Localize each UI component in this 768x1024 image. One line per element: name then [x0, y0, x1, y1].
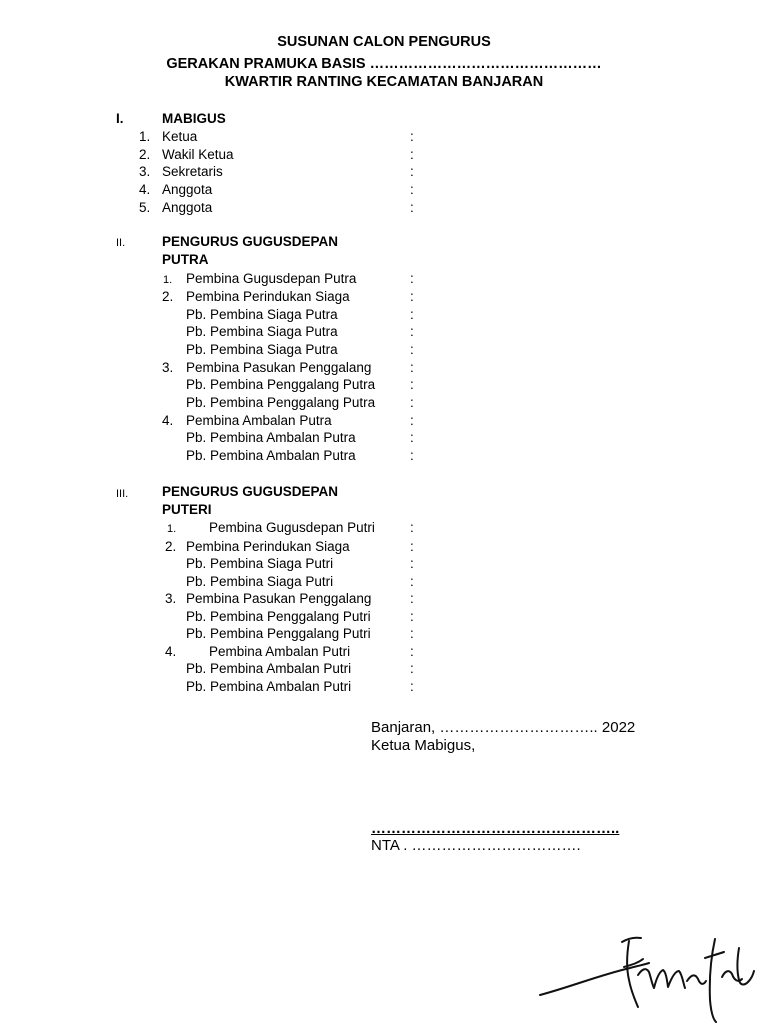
item-label: Pb. Pembina Ambalan Putra [186, 448, 356, 463]
item-label: Pembina Gugusdepan Putri [209, 520, 375, 535]
section-heading-puteri-line2: PUTERI [162, 502, 212, 517]
colon: : [410, 591, 414, 606]
colon: : [410, 342, 414, 357]
colon: : [410, 556, 414, 571]
item-label: Wakil Ketua [162, 147, 234, 162]
section-heading-putra-line1: PENGURUS GUGUSDEPAN [162, 234, 339, 249]
section-heading-mabigus: MABIGUS [162, 111, 226, 126]
colon: : [410, 360, 414, 375]
item-label: Pb. Pembina Penggalang Putra [186, 377, 376, 392]
doc-title-line1: SUSUNAN CALON PENGURUS [277, 34, 491, 50]
item-number: 1. [167, 523, 177, 535]
handwritten-signature [525, 925, 768, 1024]
item-label: Pembina Pasukan Penggalang [186, 591, 372, 606]
item-label: Pb. Pembina Siaga Putri [186, 556, 334, 571]
item-label: Pembina Gugusdepan Putra [186, 271, 357, 286]
item-label: Pb. Pembina Ambalan Putra [186, 430, 356, 445]
item-label: Pb. Pembina Penggalang Putri [186, 609, 371, 624]
item-label: Pb. Pembina Ambalan Putri [186, 661, 352, 676]
colon: : [410, 377, 414, 392]
colon: : [410, 182, 414, 197]
item-label: Pb. Pembina Penggalang Putri [186, 626, 371, 641]
colon: : [410, 609, 414, 624]
colon: : [410, 147, 414, 162]
item-label: Pb. Pembina Siaga Putra [186, 342, 338, 357]
item-number: 1. [163, 274, 173, 286]
item-label: Pembina Ambalan Putra [186, 413, 332, 428]
nta-line: NTA . ……………………………. [371, 837, 581, 854]
item-label: Pembina Perindukan Siaga [186, 539, 350, 554]
colon: : [410, 430, 414, 445]
section-heading-putra-line2: PUTRA [162, 252, 209, 267]
section-numeral-3: III. [116, 488, 129, 500]
doc-title-line3: KWARTIR RANTING KECAMATAN BANJARAN [224, 74, 544, 90]
place-date: Banjaran, ………………………….. 2022 [371, 719, 636, 736]
section-numeral-1: I. [116, 111, 124, 126]
item-label: Pb. Pembina Ambalan Putri [186, 679, 352, 694]
item-label: Pembina Perindukan Siaga [186, 289, 350, 304]
colon: : [410, 324, 414, 339]
item-number: 4. [162, 413, 174, 428]
colon: : [410, 448, 414, 463]
item-number: 3. [162, 360, 174, 375]
colon: : [410, 164, 414, 179]
colon: : [410, 395, 414, 410]
item-number: 4. [139, 182, 151, 197]
item-label: Pb. Pembina Siaga Putri [186, 574, 334, 589]
item-label: Anggota [162, 200, 213, 215]
item-label: Pembina Ambalan Putri [209, 644, 351, 659]
doc-title-line2: GERAKAN PRAMUKA BASIS ………………………………………… [166, 56, 602, 72]
colon: : [410, 539, 414, 554]
item-label: Pb. Pembina Siaga Putra [186, 324, 338, 339]
section-numeral-2: II. [116, 237, 126, 249]
item-label: Sekretaris [162, 164, 223, 179]
item-number: 3. [165, 591, 177, 606]
item-number: 5. [139, 200, 151, 215]
item-label: Anggota [162, 182, 213, 197]
item-number: 2. [165, 539, 177, 554]
colon: : [410, 661, 414, 676]
colon: : [410, 520, 414, 535]
signer-name-line: ………………………………………….. [371, 820, 620, 837]
colon: : [410, 307, 414, 322]
item-number: 4. [165, 644, 177, 659]
item-label: Ketua [162, 129, 198, 144]
colon: : [410, 413, 414, 428]
colon: : [410, 574, 414, 589]
signer-role: Ketua Mabigus, [371, 737, 476, 754]
colon: : [410, 679, 414, 694]
colon: : [410, 626, 414, 641]
item-number: 2. [139, 147, 151, 162]
item-number: 1. [139, 129, 151, 144]
colon: : [410, 200, 414, 215]
colon: : [410, 644, 414, 659]
item-label: Pb. Pembina Siaga Putra [186, 307, 338, 322]
colon: : [410, 129, 414, 144]
colon: : [410, 289, 414, 304]
item-number: 2. [162, 289, 174, 304]
item-label: Pb. Pembina Penggalang Putra [186, 395, 376, 410]
item-label: Pembina Pasukan Penggalang [186, 360, 372, 375]
section-heading-puteri-line1: PENGURUS GUGUSDEPAN [162, 484, 339, 499]
colon: : [410, 271, 414, 286]
item-number: 3. [139, 164, 151, 179]
